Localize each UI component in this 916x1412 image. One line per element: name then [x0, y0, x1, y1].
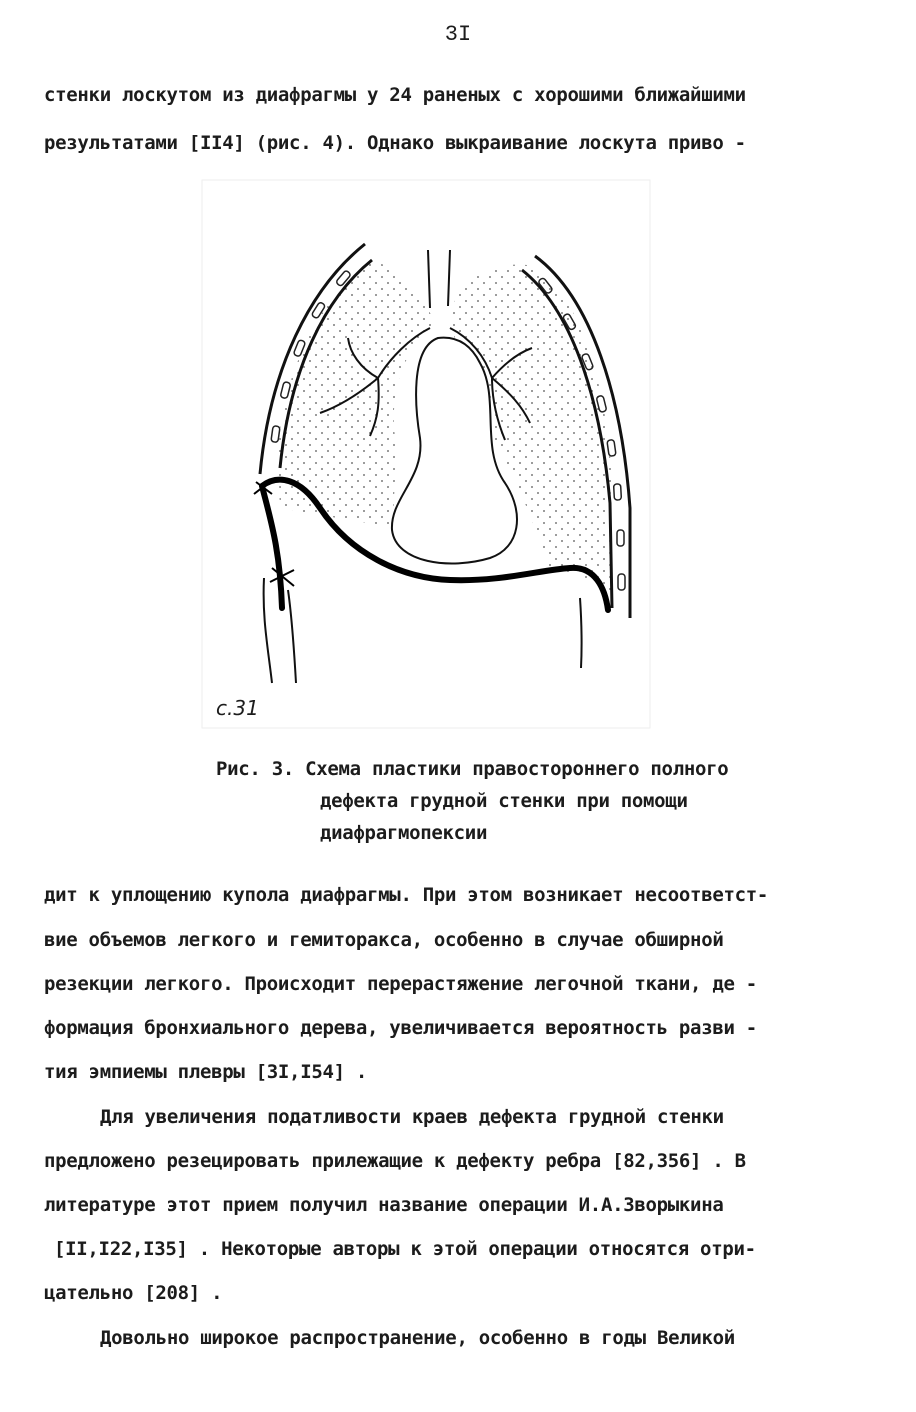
text-line: предложено резецировать прилежащие к дефекту ребра [82,356] . В [44, 1150, 746, 1172]
page-number: 3I [444, 22, 472, 47]
text-line: литературе этот прием получил название операции И.А.Зворыкина [44, 1194, 724, 1216]
text-line: резекции легкого. Происходит перерастяжение легочной ткани, де - [44, 973, 757, 995]
figure-caption-line: диафрагмопексии [320, 822, 488, 844]
text-line: Для увеличения податливости краев дефекта грудной стенки [100, 1106, 724, 1128]
figure [200, 178, 652, 730]
trachea [428, 250, 450, 308]
text-line: цательно [208] . [44, 1282, 223, 1304]
figure-caption-line: Рис. 3. Схема пластики правостороннего полного [216, 758, 729, 780]
text-line: формация бронхиального дерева, увеличивается вероятность разви - [44, 1017, 757, 1039]
text-line: вие объемов легкого и гемиторакса, особенно в случае обширной [44, 929, 724, 951]
text-line: тия эмпиемы плевры [3I,I54] . [44, 1061, 368, 1083]
text-line: Довольно широкое распространение, особенно в годы Великой [100, 1327, 735, 1349]
text-line: стенки лоскутом из диафрагмы у 24 раненых с хорошими ближайшими [44, 84, 746, 106]
abdominal-wall [264, 578, 582, 683]
diaphragmopexy-diagram [200, 178, 652, 730]
text-line: результатами [II4] (рис. 4). Однако выкраивание лоскута приво - [44, 132, 746, 154]
figure-caption-line: дефекта грудной стенки при помощи [320, 790, 688, 812]
figure-signature: с.31 [216, 696, 259, 720]
text-line: дит к уплощению купола диафрагмы. При этом возникает несоответст- [44, 884, 769, 906]
text-line: [II,I22,I35] . Некоторые авторы к этой операции относятся отри- [54, 1238, 756, 1260]
